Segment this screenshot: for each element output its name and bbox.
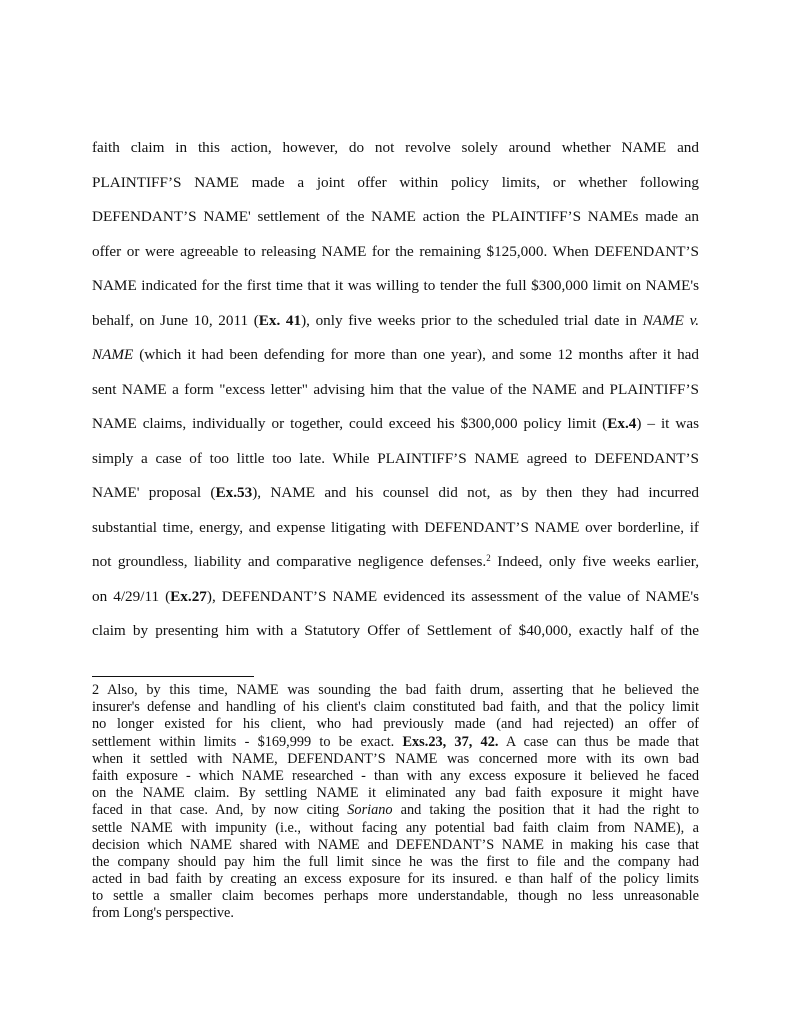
body-line [92,580,699,615]
text-run: on 4/29/11 ( [92,587,171,605]
text-run: faith exposure - which NAME researched - than with any excess exposure it believed he faced [92,767,699,784]
footnote-line [92,837,699,854]
exhibit-reference: Ex.27 [170,587,207,605]
body-line [92,407,699,442]
text-run: behalf, on June 10, 2011 ( [92,311,259,329]
exhibit-reference: Ex.4 [607,415,637,432]
footnote-line [92,699,699,716]
body-line [92,166,699,201]
text-run: from Long's perspective. [92,905,234,922]
footnote-line [92,888,699,905]
body-line [92,373,699,408]
case-name: NAME [92,346,134,363]
footnote-line [92,820,699,837]
case-name: Soriano [347,802,393,819]
exhibit-reference: Exs.23, 37, 42. [402,733,499,750]
text-run: Indeed, only five weeks earlier, [490,553,699,570]
footnote-line [92,716,699,733]
text-run: substantial time, energy, and expense litigating with DEFENDANT’S NAME over borderline, if [92,518,699,536]
footnote-line [92,682,699,699]
exhibit-reference: Ex.53 [215,484,253,501]
text-run: the company should pay him the full limit since he was the first to file and the company had [92,853,699,870]
text-run: acted in bad faith by creating an excess exposure for its insured. e than half of the policy limits [92,871,699,888]
footnote-line [92,905,699,922]
text-run: ) – it was [636,415,699,432]
text-run: when it settled with NAME, DEFENDANT’S NAME was concerned more with its own bad [92,750,699,767]
text-run: ), DEFENDANT’S NAME evidenced its assessment of the value of NAME's [206,587,699,605]
footnote-line [92,785,699,802]
text-run: no longer existed for his client, who had previously made (and had rejected) an offer of [92,716,699,733]
body-line [92,442,699,477]
text-run: decision which NAME shared with NAME and DEFENDANT’S NAME in making his case that [92,836,699,853]
body-text [92,131,699,649]
body-line [92,476,699,511]
case-name: NAME v. [642,311,699,329]
text-run: simply a case of too little too late. While PLAINTIFF’S NAME agreed to DEFENDANT’S [92,449,699,467]
text-run: claim by presenting him with a Statutory Offer of Settlement of $40,000, exactly half of the [92,622,699,639]
body-line [92,235,699,270]
text-run: not groundless, liability and comparative negligence defenses. [92,553,487,570]
footnote-line [92,802,699,819]
text-run: NAME indicated for the first time that it was willing to tender the full $300,000 limit on NAME's [92,277,699,294]
body-line [92,200,699,235]
text-run: A case can thus be made that [498,733,699,750]
exhibit-reference: Ex. 41 [258,311,302,329]
footnote-reference: 2 [486,553,491,563]
footnote-line [92,734,699,751]
text-run: PLAINTIFF’S NAME made a joint offer within policy limits, or whether following [92,173,699,191]
text-run: ), only five weeks prior to the scheduled trial date in [301,311,643,329]
body-line [92,304,699,339]
text-run: ), NAME and his counsel did not, as by then they had incurred [252,484,699,501]
footnote [92,682,699,923]
text-run: on the NAME claim. By settling NAME it eliminated any bad faith exposure it might have [92,785,699,802]
text-run: settle NAME with impunity (i.e., without facing any potential bad faith claim from NAME), a [92,819,699,836]
text-run: faith claim in this action, however, do not revolve solely around whether NAME and [92,139,699,156]
text-run: DEFENDANT’S NAME' settlement of the NAME action the PLAINTIFF’S NAMEs made an [92,208,699,225]
body-line [92,269,699,304]
text-run: 2 Also, by this time, NAME was sounding the bad faith drum, asserting that he believed the [92,682,699,698]
text-run: offer or were agreeable to releasing NAME for the remaining $125,000. When DEFENDANT’S [92,242,699,260]
body-line [92,338,699,373]
body-line [92,511,699,546]
text-run: sent NAME a form "excess letter" advising him that the value of the NAME and PLAINTIFF’S [92,380,699,398]
footnote-line [92,768,699,785]
text-run: to settle a smaller claim becomes perhaps more understandable, though no less unreasonable [92,888,699,905]
text-run: faced in that case. And, by now citing [92,802,348,819]
body-line [92,614,699,649]
text-run: NAME claims, individually or together, could exceed his $300,000 policy limit ( [92,415,608,432]
text-run: and taking the position that it had the right to [392,802,699,819]
text-run: NAME' proposal ( [92,484,216,501]
footnote-separator [92,676,254,677]
text-run: settlement within limits - $169,999 to be exact. [92,733,403,750]
footnote-line [92,854,699,871]
footnote-line [92,871,699,888]
text-run: (which it had been defending for more than one year), and some 12 months after it had [133,346,699,363]
body-line [92,131,699,166]
footnote-line [92,751,699,768]
text-run: insurer's defense and handling of his client's claim constituted bad faith, and that the policy limit [92,699,699,716]
body-line [92,545,699,580]
